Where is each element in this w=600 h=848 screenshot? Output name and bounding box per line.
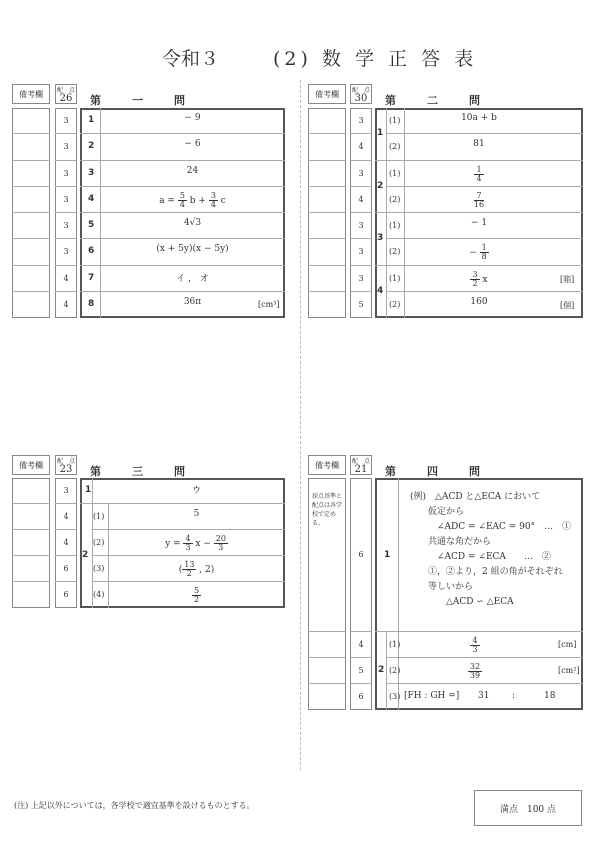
points-value: 3 <box>63 221 69 231</box>
sub-number: (1) <box>389 168 401 178</box>
answer-value: 81 <box>473 139 485 150</box>
remarks-row <box>12 530 50 556</box>
remarks-row <box>308 239 346 265</box>
full-score-box: 満点 100 点 <box>474 790 582 826</box>
sub-number: (1) <box>389 273 401 283</box>
remarks-row <box>12 478 50 504</box>
points-value: 6 <box>358 550 364 559</box>
sub-number: (1) <box>389 116 401 126</box>
points-value: 4 <box>63 273 69 283</box>
remarks-row <box>12 266 50 292</box>
question-number: 8 <box>88 298 95 309</box>
points-value: 4 <box>63 299 69 309</box>
grading-note: 採点基準と配点は各学校で定める。 <box>312 493 343 527</box>
remarks-row <box>12 556 50 582</box>
group-number: 3 <box>377 233 384 244</box>
unit-label: [cm³] <box>258 299 280 309</box>
section-total: 21 <box>354 464 368 475</box>
allot-header <box>350 84 372 104</box>
allot-header <box>350 455 372 475</box>
points-value: 4 <box>63 538 69 547</box>
footnote: (注) 上記以外については，各学校で適宜基準を設けるものとする。 <box>14 801 255 810</box>
section-total: 23 <box>59 464 73 475</box>
sub-number: (3) <box>93 564 105 573</box>
points-value: 5 <box>358 299 364 309</box>
group-number: 1 <box>85 485 92 495</box>
answer-value: 160 <box>470 296 488 307</box>
remarks-header: 備考欄 <box>12 455 50 475</box>
question-number: 1 <box>88 115 95 126</box>
remarks-row <box>308 134 346 160</box>
unit-label: [箱] <box>560 274 575 284</box>
points-value: 3 <box>63 247 69 257</box>
remarks-row <box>12 187 50 213</box>
sub-number: (2) <box>389 194 401 204</box>
points-value: 3 <box>358 221 364 231</box>
ratio-a: 31 <box>478 691 490 701</box>
question-number: 3 <box>88 167 95 178</box>
remarks-row <box>12 108 50 134</box>
answer-value: − 6 <box>184 139 201 150</box>
sub-number: (2) <box>389 299 401 309</box>
points-value: 6 <box>63 590 69 599</box>
sub-number: (1) <box>389 640 401 649</box>
allot-header <box>55 84 77 104</box>
remarks-row <box>308 632 346 658</box>
answer-value: (x + 5y)(x − 5y) <box>156 244 229 255</box>
points-value: 3 <box>358 273 364 283</box>
allot-label: 配 点 <box>351 458 370 465</box>
answer-value: 4√3 <box>183 218 202 229</box>
answer-value: − 1 <box>470 218 488 229</box>
question-number: 7 <box>88 272 95 283</box>
question-number: 4 <box>88 193 95 204</box>
answer-value: $\frac{3}{2}$ x <box>472 269 488 288</box>
group-number: 2 <box>82 550 89 560</box>
answer-value: $\frac{1}{4}$ <box>476 164 482 183</box>
remarks-row <box>12 161 50 187</box>
points-value: 3 <box>63 142 69 152</box>
center-divider <box>300 80 301 770</box>
answer-value: a = $\frac{5}{4}$ b + $\frac{3}{4}$ c <box>159 190 226 209</box>
sub-number: (2) <box>389 142 401 152</box>
sub-number: (2) <box>389 666 401 675</box>
answer-row <box>375 478 583 632</box>
answer-value: 10a + b <box>461 113 497 124</box>
answer-value: 24 <box>186 165 199 176</box>
group-number: 2 <box>377 180 384 191</box>
question-number: 5 <box>88 220 95 231</box>
sub-number: (2) <box>93 538 105 547</box>
remarks-header: 備考欄 <box>308 84 346 104</box>
section-total: 30 <box>354 93 368 104</box>
points-value: 4 <box>358 640 364 649</box>
points-value: 3 <box>63 116 69 126</box>
answer-value: $\frac{7}{16}$ <box>473 190 485 209</box>
points-value: 3 <box>63 194 69 204</box>
points-value: 3 <box>63 168 69 178</box>
ratio-sep: : <box>512 691 516 701</box>
page-title: (2) 数 学 正 答 表 <box>273 48 478 70</box>
answer-value: $\frac{32}{39}$ <box>469 662 481 680</box>
question-number: 6 <box>88 246 95 257</box>
points-value: 3 <box>63 486 69 495</box>
points-value: 6 <box>358 692 364 701</box>
answer-value: y = $\frac{4}{3}$ x − $\frac{20}{3}$ <box>165 534 226 552</box>
sub-number: (3) <box>389 692 401 701</box>
answer-value: $\frac{4}{3}$ <box>472 636 478 654</box>
sub-number: (1) <box>93 512 105 521</box>
section-heading: 第 一 問 <box>90 94 195 107</box>
points-value: 3 <box>358 168 364 178</box>
remarks-row <box>12 504 50 530</box>
sub-number: (2) <box>389 247 401 257</box>
points-value: 4 <box>63 512 69 521</box>
answer-value: ウ <box>191 486 201 496</box>
proof-text: (例) △ACD と△ECA において 仮定から ∠ADC = ∠EAC = 90° … ① 共通な角だから ∠ACD = ∠ECA … ② ①，②より，2 組の角がそれぞれ 等しいから △ACD ∽ △ECA <box>410 492 572 607</box>
answer-value: 5 <box>193 509 200 519</box>
answer-value: − $\frac{1}{8}$ <box>469 243 487 262</box>
question-number: 2 <box>88 141 95 152</box>
allot-label: 配 点 <box>351 87 370 94</box>
group-number: 2 <box>378 665 385 675</box>
remarks-row <box>308 108 346 134</box>
remarks-header: 備考欄 <box>308 455 346 475</box>
ratio-label: [FH : GH =] <box>404 691 460 701</box>
remarks-row <box>308 187 346 213</box>
points-value: 5 <box>358 666 364 675</box>
sub-number: (1) <box>389 221 401 231</box>
allot-label: 配 点 <box>56 458 75 465</box>
remarks-header: 備考欄 <box>12 84 50 104</box>
remarks-row <box>12 134 50 160</box>
remarks-row <box>308 266 346 292</box>
points-value: 3 <box>358 116 364 126</box>
ratio-b: 18 <box>544 691 556 701</box>
remarks-row <box>308 213 346 239</box>
section-heading: 第 二 問 <box>385 94 490 107</box>
remarks-row <box>12 239 50 265</box>
answer-value: − 9 <box>184 113 201 124</box>
unit-label: [個] <box>560 300 575 310</box>
section-heading: 第 四 問 <box>385 465 490 478</box>
group-number: 4 <box>377 285 384 296</box>
answer-value: イ ， オ <box>176 273 209 284</box>
points-value: 4 <box>358 142 364 152</box>
group-number: 1 <box>384 550 391 560</box>
answer-value: ( $\frac{13}{2}$ , 2) <box>178 560 215 578</box>
points-value: 4 <box>358 194 364 204</box>
group-number: 1 <box>377 128 384 139</box>
remarks-row <box>12 213 50 239</box>
sub-number: (4) <box>93 590 105 599</box>
allot-header <box>55 455 77 475</box>
answer-value: $\frac{5}{2}$ <box>193 586 200 604</box>
era-year: 令和３ <box>162 48 220 70</box>
unit-label: [cm] <box>558 640 577 649</box>
answer-value: 36π <box>183 296 202 307</box>
unit-label: [cm²] <box>558 666 580 675</box>
points-value: 3 <box>358 247 364 257</box>
section-heading: 第 三 問 <box>90 465 195 478</box>
points-value: 6 <box>63 564 69 573</box>
remarks-row <box>308 478 346 632</box>
allot-label: 配 点 <box>56 87 75 94</box>
section-total: 26 <box>59 93 73 104</box>
remarks-row <box>308 658 346 684</box>
remarks-row <box>308 161 346 187</box>
